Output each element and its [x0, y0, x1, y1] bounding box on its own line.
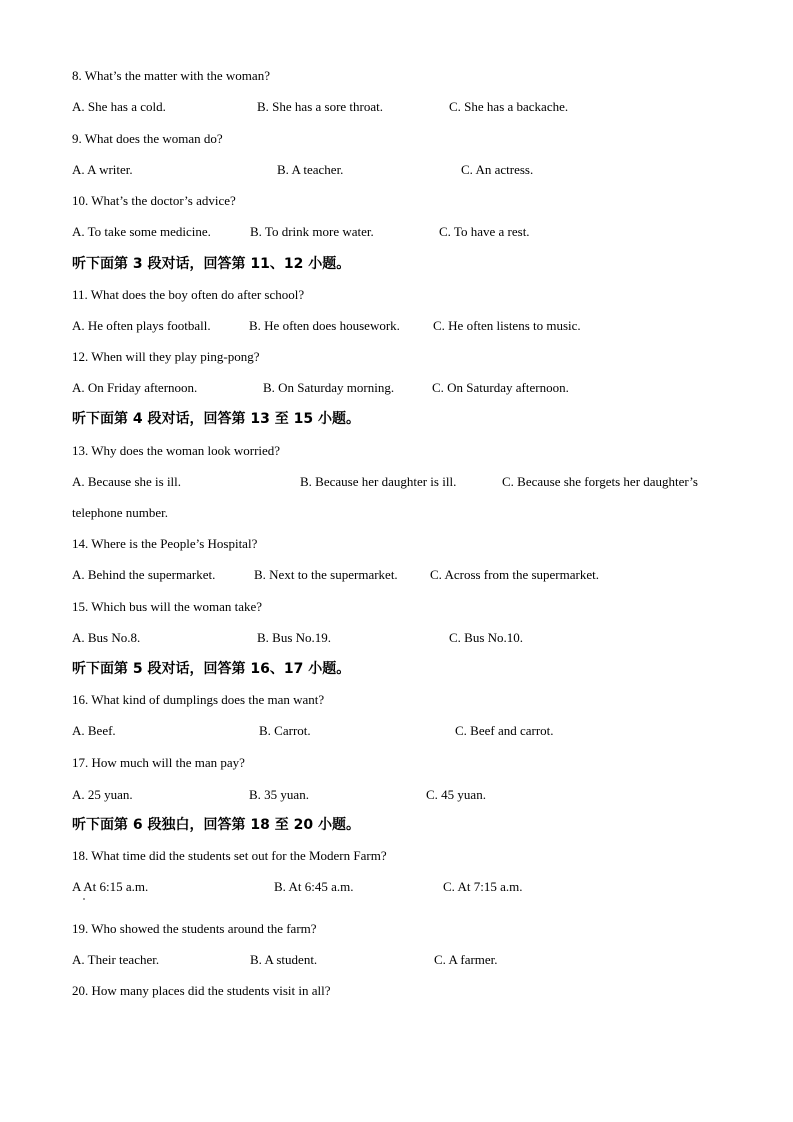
q15-option-c: C. Bus No.10.: [449, 630, 524, 645]
q15-option-a: A. Bus No.8.: [72, 630, 141, 645]
q17-option-b: B. 35 yuan.: [249, 787, 309, 802]
question-18: 18. What time did the students set out for the Modern Farm?: [72, 848, 387, 863]
q8-option-c: C. She has a backache.: [449, 99, 569, 114]
q19-option-a: A. Their teacher.: [72, 952, 160, 967]
section-3-heading: 听下面第 3 段对话，回答第 11、12 小题。: [72, 256, 351, 272]
q15-option-b: B. Bus No.19.: [257, 630, 332, 645]
question-8: 8. What’s the matter with the woman?: [72, 68, 270, 83]
section-6-heading: 听下面第 6 段独白，回答第 18 至 20 小题。: [72, 817, 360, 833]
question-11: 11. What does the boy often do after school?: [72, 287, 305, 302]
question-15: 15. Which bus will the woman take?: [72, 599, 263, 614]
question-16: 16. What kind of dumplings does the man want?: [72, 692, 325, 707]
q14-option-a: A. Behind the supermarket.: [72, 567, 216, 582]
question-10: 10. What’s the doctor’s advice?: [72, 193, 236, 208]
section-5-heading: 听下面第 5 段对话，回答第 16、17 小题。: [72, 661, 351, 677]
question-19: 19. Who showed the students around the farm?: [72, 921, 317, 936]
q9-option-c: C. An actress.: [461, 162, 534, 177]
question-17: 17. How much will the man pay?: [72, 755, 245, 770]
q13-option-a: A. Because she is ill.: [72, 474, 182, 489]
q14-option-b: B. Next to the supermarket.: [254, 567, 398, 582]
q18-option-b: B. At 6:45 a.m.: [274, 879, 354, 894]
q14-option-c: C. Across from the supermarket.: [430, 567, 599, 582]
q9-option-a: A. A writer.: [72, 162, 133, 177]
q10-option-a: A. To take some medicine.: [72, 224, 211, 239]
q8-option-b: B. She has a sore throat.: [257, 99, 384, 114]
q10-option-c: C. To have a rest.: [439, 224, 530, 239]
stray-dot: [83, 898, 85, 900]
q11-option-c: C. He often listens to music.: [433, 318, 581, 333]
question-12: 12. When will they play ping-pong?: [72, 349, 260, 364]
q12-option-b: B. On Saturday morning.: [263, 380, 395, 395]
q19-option-c: C. A farmer.: [434, 952, 498, 967]
q8-option-a: A. She has a cold.: [72, 99, 166, 114]
q12-option-a: A. On Friday afternoon.: [72, 380, 198, 395]
q18-option-a: A At 6:15 a.m.: [72, 879, 149, 894]
question-13: 13. Why does the woman look worried?: [72, 443, 281, 458]
q10-option-b: B. To drink more water.: [250, 224, 374, 239]
q11-option-b: B. He often does housework.: [249, 318, 400, 333]
q13-option-b: B. Because her daughter is ill.: [300, 474, 457, 489]
q11-option-a: A. He often plays football.: [72, 318, 211, 333]
q19-option-b: B. A student.: [250, 952, 318, 967]
q12-option-c: C. On Saturday afternoon.: [432, 380, 569, 395]
q13-option-c: C. Because she forgets her daughter’s: [502, 474, 698, 489]
q16-option-a: A. Beef.: [72, 723, 116, 738]
question-20: 20. How many places did the students visit in all?: [72, 983, 331, 998]
q18-option-c: C. At 7:15 a.m.: [443, 879, 523, 894]
q17-option-c: C. 45 yuan.: [426, 787, 486, 802]
q17-option-a: A. 25 yuan.: [72, 787, 133, 802]
q13-option-c-continuation: telephone number.: [72, 505, 169, 520]
question-14: 14. Where is the People’s Hospital?: [72, 536, 258, 551]
section-4-heading: 听下面第 4 段对话，回答第 13 至 15 小题。: [72, 411, 360, 427]
q16-option-b: B. Carrot.: [259, 723, 311, 738]
question-9: 9. What does the woman do?: [72, 131, 223, 146]
q16-option-c: C. Beef and carrot.: [455, 723, 554, 738]
q9-option-b: B. A teacher.: [277, 162, 344, 177]
